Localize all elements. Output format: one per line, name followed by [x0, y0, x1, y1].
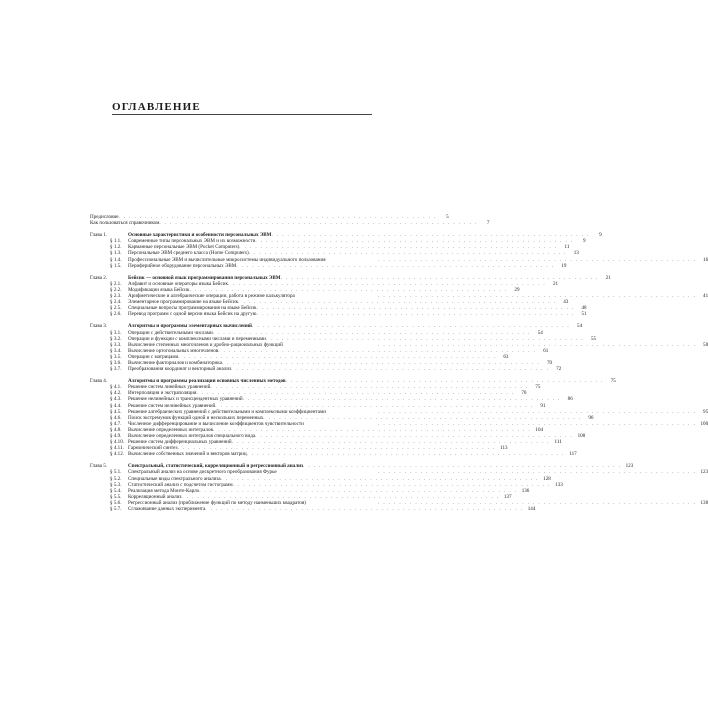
section-page: 75 [535, 384, 541, 391]
leader-dots: . . . . . . . . . . . . . . . . . . . . . . . . . . . . . . . . . . . . . . . . . . . . . . . . . . . . . . . . . . . . [280, 274, 599, 281]
section-number: § 4.2. [110, 390, 122, 397]
toc-section-entry [90, 506, 536, 513]
section-page: 11 [564, 244, 570, 251]
toc-front-entry [90, 220, 490, 227]
section-page: 104 [535, 426, 544, 433]
leader-dots: . . . . . . . . . . . . . . . . . . . . . . . . . . . . . . . . . . . . . . . . . . . . . . . . . . . . . . . . . . . . [221, 359, 541, 366]
section-title: Реализация метода Монте-Карло [128, 487, 200, 494]
section-title: Решение алгебраических уравнений с действительными и комплексными коэффициентами [128, 408, 326, 415]
leader-dots: . . . . . . . . . . . . . . . . . . . . . . . . . . . . . . . . . . . . . . . . . . . . . . . . . . . . . . . . . . . . [231, 439, 550, 446]
section-number: § 1.4. [110, 256, 122, 263]
chapter-page: 54 [577, 323, 583, 330]
leader-dots: . . . . . . . . . . . . . . . . . . . . . . . . . . . . . . . . . . . . . . . . . . . . . . . . . . . . . . . . . . . . [232, 481, 551, 488]
section-number: § 4.4. [110, 402, 122, 409]
chapter-title: Основные характеристики и особенности персональных ЭВМ [128, 232, 272, 239]
entry-title: Предисловие [90, 214, 119, 220]
page-title: ОГЛАВЛЕНИЕ [112, 101, 201, 113]
leader-dots: . . . . . . . . . . . . . . . . . . . . . . . . . . . . . . . . . . . . . . . . . . . . . . . . . . . . . . . . . . . . [378, 256, 697, 263]
section-number: § 2.6. [110, 311, 122, 318]
section-number: § 4.3. [110, 396, 122, 403]
chapter-label: Глава 4. [90, 378, 108, 385]
leader-dots: . . . . . . . . . . . . . . . . . . . . . . . . . . . . . . . . . . . . . . . . . . . . . . . . . . . . . . . . . . . . [256, 311, 575, 318]
leader-dots: . . . . . . . . . . . . . . . . . . . . . . . . . . . . . . . . . . . . . . . . . . . . . . . . . . . . . . . . . . . . [118, 214, 437, 220]
section-page: 117 [569, 451, 577, 458]
section-title: Модификации языка Бейсик [128, 286, 190, 293]
section-number: § 2.2. [110, 286, 122, 293]
leader-dots: . . . . . . . . . . . . . . . . . . . . . . . . . . . . . . . . . . . . . . . . . . . . . . . . . . . . . . . . . . . . [196, 390, 515, 397]
chapter-page: 21 [605, 274, 611, 281]
section-page: 128 [543, 475, 551, 482]
section-title: Современные типы персональных ЭВМ и их возможности [128, 238, 256, 245]
section-number: § 5.2. [110, 475, 122, 482]
leader-dots: . . . . . . . . . . . . . . . . . . . . . . . . . . . . . . . . . . . . . . . . . . . . . . . . . . . . . . . . . . . . [205, 506, 524, 513]
entry-page: 5 [446, 214, 449, 220]
section-page: 55 [590, 335, 597, 342]
section-page: 111 [554, 439, 562, 446]
section-title: Спектральный анализ на основе дискретного преобразования Фурье [128, 469, 277, 476]
chapter-page: 75 [610, 378, 616, 385]
section-number: § 2.5. [110, 305, 122, 312]
section-page: 100 [700, 420, 708, 427]
leader-dots: . . . . . . . . . . . . . . . . . . . . . . . . . . . . . . . . . . . . . . . . . . . . . . . . . . . . . . . . . . . . [236, 262, 555, 269]
section-title: Арифметические и алгебраические операции, работа в режиме калькулятора [128, 293, 295, 300]
section-title: Вычисление определенных интегралов [128, 426, 213, 433]
section-title: Карманные персональные ЭВМ (Pocket Computers) [128, 244, 240, 251]
leader-dots: . . . . . . . . . . . . . . . . . . . . . . . . . . . . . . . . . . . . . . . . . . . . . . . . . . . . . . . . . . . . [239, 244, 558, 251]
section-page: 9 [582, 238, 586, 245]
chapter-label: Глава 2. [90, 274, 108, 281]
section-number: § 4.9. [110, 433, 122, 439]
section-number: § 2.4. [110, 299, 122, 306]
section-page: 123 [700, 469, 708, 476]
section-title: Операции с действительными числами [128, 329, 213, 336]
leader-dots: . . . . . . . . . . . . . . . . . . . . . . . . . . . . . . . . . . . . . . . . . . . . . . . . . . . . . . . . . . . . [159, 220, 478, 227]
section-number: § 2.1. [110, 280, 122, 287]
chapter-title: Бейсик — основной язык программирования персональных ЭВМ [128, 274, 281, 281]
section-title: Преобразования координат и векторный анализ [128, 366, 232, 373]
chapter-label: Глава 3. [90, 323, 108, 330]
section-page: 138 [700, 499, 708, 506]
section-title: Корреляционный анализ [128, 493, 182, 500]
section-page: 86 [567, 396, 573, 403]
leader-dots: . . . . . . . . . . . . . . . . . . . . . . . . . . . . . . . . . . . . . . . . . . . . . . . . . . . . . . . . . . . . [285, 378, 604, 385]
section-page: 95 [703, 408, 708, 415]
leader-dots: . . . . . . . . . . . . . . . . . . . . . . . . . . . . . . . . . . . . . . . . . . . . . . . . . . . . . . . . . . . . [238, 299, 557, 306]
heading-rule [112, 114, 372, 115]
section-title: Профессиональные ЭВМ и вычислительные микросистемы индивидуального пользования [128, 256, 326, 263]
section-page: 136 [521, 487, 530, 494]
toc-section-entry [90, 366, 562, 373]
leader-dots: . . . . . . . . . . . . . . . . . . . . . . . . . . . . . . . . . . . . . . . . . . . . . . . . . . . . . . . . . . . . [210, 384, 529, 391]
leader-dots: . . . . . . . . . . . . . . . . . . . . . . . . . . . . . . . . . . . . . . . . . . . . . . . . . . . . . . . . . . . . [199, 487, 518, 494]
leader-dots: . . . . . . . . . . . . . . . . . . . . . . . . . . . . . . . . . . . . . . . . . . . . . . . . . . . . . . . . . . . . [378, 293, 697, 300]
leader-dots: . . . . . . . . . . . . . . . . . . . . . . . . . . . . . . . . . . . . . . . . . . . . . . . . . . . . . . . . . . . . [251, 323, 571, 330]
section-page: 51 [581, 311, 587, 318]
section-number: § 1.3. [110, 250, 122, 257]
section-number: § 3.7. [110, 366, 122, 373]
leader-dots: . . . . . . . . . . . . . . . . . . . . . . . . . . . . . . . . . . . . . . . . . . . . . . . . . . . . . . . . . . . . [271, 232, 590, 239]
section-number: § 3.3. [110, 341, 122, 348]
section-title: Решение систем линейных уравнений [128, 384, 211, 391]
section-page: 96 [588, 414, 594, 421]
leader-dots: . . . . . . . . . . . . . . . . . . . . . . . . . . . . . . . . . . . . . . . . . . . . . . . . . . . . . . . . . . . . [189, 286, 508, 293]
table-of-contents [90, 214, 708, 513]
leader-dots: . . . . . . . . . . . . . . . . . . . . . . . . . . . . . . . . . . . . . . . . . . . . . . . . . . . . . . . . . . . . [255, 433, 574, 439]
section-page: 133 [555, 481, 563, 488]
toc-section-entry [90, 451, 577, 458]
section-title: Операции и функции с комплексными числами и переменными [128, 335, 266, 342]
chapter-page: 9 [599, 232, 602, 239]
section-number: § 5.1. [110, 469, 122, 476]
leader-dots: . . . . . . . . . . . . . . . . . . . . . . . . . . . . . . . . . . . . . . . . . . . . . . . . . . . . . . . . . . . . [378, 469, 697, 476]
chapter-title: Спектральный, статистический, корреляционный и регрессионный анализ [128, 463, 304, 470]
section-page: 76 [521, 390, 527, 397]
leader-dots: . . . . . . . . . . . . . . . . . . . . . . . . . . . . . . . . . . . . . . . . . . . . . . . . . . . . . . . . . . . . [265, 335, 585, 342]
section-title: Поиск экстремумов функций одной и нескольких переменных [128, 414, 264, 421]
section-number: § 3.2. [110, 335, 122, 342]
leader-dots: . . . . . . . . . . . . . . . . . . . . . . . . . . . . . . . . . . . . . . . . . . . . . . . . . . . . . . . . . . . . [256, 305, 575, 312]
section-title: Вычисление факториалов и комбинаторика [128, 359, 222, 366]
chapter-label: Глава 1. [90, 232, 108, 239]
leader-dots: . . . . . . . . . . . . . . . . . . . . . . . . . . . . . . . . . . . . . . . . . . . . . . . . . . . . . . . . . . . . [255, 238, 574, 245]
section-title: Вычисление ортогональных многочленов [128, 347, 219, 354]
section-page: 72 [556, 366, 562, 373]
section-page: 54 [537, 329, 543, 336]
leader-dots: . . . . . . . . . . . . . . . . . . . . . . . . . . . . . . . . . . . . . . . . . . . . . . . . . . . . . . . . . . . . [246, 451, 565, 458]
section-title: Вычисление собственных значений и векторов матриц [128, 451, 247, 458]
leader-dots: . . . . . . . . . . . . . . . . . . . . . . . . . . . . . . . . . . . . . . . . . . . . . . . . . . . . . . . . . . . . [215, 402, 534, 409]
section-number: § 5.7. [110, 506, 122, 513]
section-number: § 4.5. [110, 408, 122, 415]
section-page: 13 [573, 250, 579, 257]
leader-dots: . . . . . . . . . . . . . . . . . . . . . . . . . . . . . . . . . . . . . . . . . . . . . . . . . . . . . . . . . . . . [212, 329, 531, 336]
section-number: § 4.10. [110, 439, 125, 446]
section-title: Численное дифференцирование и вычисление коэффициентов чувствительности [128, 420, 304, 427]
leader-dots: . . . . . . . . . . . . . . . . . . . . . . . . . . . . . . . . . . . . . . . . . . . . . . . . . . . . . . . . . . . . [378, 420, 697, 427]
leader-dots: . . . . . . . . . . . . . . . . . . . . . . . . . . . . . . . . . . . . . . . . . . . . . . . . . . . . . . . . . . . . [378, 499, 697, 506]
section-page: 144 [527, 506, 536, 513]
section-page: 70 [546, 359, 553, 366]
leader-dots: . . . . . . . . . . . . . . . . . . . . . . . . . . . . . . . . . . . . . . . . . . . . . . . . . . . . . . . . . . . . [378, 341, 697, 348]
section-page: 58 [703, 341, 708, 348]
section-title: Вычисление степенных многочленов и дробно-рациональных функций [128, 341, 283, 348]
section-title: Статистический анализ с подсчетом гистограмм [128, 481, 233, 488]
section-number: § 2.3. [110, 293, 122, 300]
section-title: Алфавит и основные операторы языка Бейсик [128, 280, 228, 287]
leader-dots: . . . . . . . . . . . . . . . . . . . . . . . . . . . . . . . . . . . . . . . . . . . . . . . . . . . . . . . . . . . . [220, 475, 539, 482]
section-page: 16 [703, 256, 708, 263]
leader-dots: . . . . . . . . . . . . . . . . . . . . . . . . . . . . . . . . . . . . . . . . . . . . . . . . . . . . . . . . . . . . [231, 366, 550, 373]
leader-dots: . . . . . . . . . . . . . . . . . . . . . . . . . . . . . . . . . . . . . . . . . . . . . . . . . . . . . . . . . . . . [303, 463, 622, 470]
section-number: § 4.11. [110, 445, 124, 452]
leader-dots: . . . . . . . . . . . . . . . . . . . . . . . . . . . . . . . . . . . . . . . . . . . . . . . . . . . . . . . . . . . . [178, 353, 497, 360]
leader-dots: . . . . . . . . . . . . . . . . . . . . . . . . . . . . . . . . . . . . . . . . . . . . . . . . . . . . . . . . . . . . [378, 408, 697, 415]
section-title: Гармонический синтез [128, 445, 178, 452]
entry-page: 7 [486, 220, 490, 227]
section-number: § 4.7. [110, 420, 122, 427]
leader-dots: . . . . . . . . . . . . . . . . . . . . . . . . . . . . . . . . . . . . . . . . . . . . . . . . . . . . . . . . . . . . [218, 347, 537, 354]
leader-dots: . . . . . . . . . . . . . . . . . . . . . . . . . . . . . . . . . . . . . . . . . . . . . . . . . . . . . . . . . . . . [263, 414, 582, 421]
section-title: Решение систем нелинейных уравнений [128, 402, 216, 409]
section-number: § 5.3. [110, 481, 122, 488]
section-title: Решение систем дифференциальных уравнений [128, 439, 232, 446]
section-page: 108 [577, 433, 586, 439]
section-page: 19 [561, 262, 567, 269]
leader-dots: . . . . . . . . . . . . . . . . . . . . . . . . . . . . . . . . . . . . . . . . . . . . . . . . . . . . . . . . . . . . [177, 445, 496, 452]
chapter-title: Алгоритмы и программы элементарных вычислений [128, 323, 252, 330]
section-title: Периферийное оборудование персональных ЭВМ [128, 262, 237, 269]
leader-dots: . . . . . . . . . . . . . . . . . . . . . . . . . . . . . . . . . . . . . . . . . . . . . . . . . . . . . . . . . . . . [181, 493, 500, 500]
section-title: Операции с матрицами [128, 353, 179, 360]
toc-section-entry [90, 311, 587, 318]
section-number: § 3.6. [110, 359, 122, 366]
section-page: 137 [503, 493, 512, 500]
section-number: § 3.4. [110, 347, 122, 354]
section-title: Решение нелинейных и трансцендентных уравнений [128, 396, 243, 403]
section-page: 43 [563, 299, 569, 306]
section-page: 61 [543, 347, 549, 354]
section-page: 91 [540, 402, 546, 409]
section-title: Специальные виды спектрального анализа [128, 475, 221, 482]
chapter-label: Глава 5. [90, 463, 108, 470]
section-number: § 3.5. [110, 353, 122, 360]
section-page: 48 [581, 305, 587, 312]
section-page: 63 [503, 353, 509, 360]
section-page: 41 [703, 293, 708, 300]
section-number: § 4.6. [110, 414, 122, 421]
section-title: Специальные вопросы программирования на языке Бейсик [128, 305, 257, 312]
leader-dots: . . . . . . . . . . . . . . . . . . . . . . . . . . . . . . . . . . . . . . . . . . . . . . . . . . . . . . . . . . . . [242, 396, 561, 403]
section-title: Сглаживание данных эксперимента [128, 506, 206, 513]
section-title: Вычисление определенных интегралов специального вида [128, 433, 256, 439]
section-number: § 4.8. [110, 426, 122, 433]
section-number: § 3.1. [110, 329, 122, 336]
chapter-page: 123 [625, 463, 634, 470]
section-title: Регрессионный анализ (приближение функций по методу наименьших квадратов) [128, 499, 306, 506]
section-number: § 1.1. [110, 238, 122, 245]
section-page: 21 [553, 280, 559, 287]
section-number: § 1.2. [110, 244, 122, 251]
leader-dots: . . . . . . . . . . . . . . . . . . . . . . . . . . . . . . . . . . . . . . . . . . . . . . . . . . . . . . . . . . . . [227, 280, 547, 287]
section-page: 29 [514, 286, 520, 293]
entry-title: Как пользоваться справочником [90, 220, 160, 227]
section-title: Перевод программ с одной версии языка Бейсик на другую [128, 311, 257, 318]
chapter-title: Алгоритмы и программы реализации основных численных методов [128, 378, 286, 385]
section-title: Персональные ЭВМ среднего класса (Home Computers) [128, 250, 249, 257]
section-number: § 4.12. [110, 451, 125, 458]
section-title: Элементарное программирование на языке Бейсик [128, 299, 239, 306]
leader-dots: . . . . . . . . . . . . . . . . . . . . . . . . . . . . . . . . . . . . . . . . . . . . . . . . . . . . . . . . . . . . [212, 426, 532, 433]
section-title: Интерполяция и экстраполяция [128, 390, 197, 397]
section-page: 113 [500, 445, 508, 452]
leader-dots: . . . . . . . . . . . . . . . . . . . . . . . . . . . . . . . . . . . . . . . . . . . . . . . . . . . . . . . . . . . . [248, 250, 567, 257]
toc-section-entry [90, 262, 567, 269]
section-number: § 5.4. [110, 487, 122, 494]
section-number: § 5.6. [110, 499, 122, 506]
section-number: § 5.5. [110, 493, 122, 500]
section-number: § 1.5. [110, 262, 122, 269]
section-number: § 4.1. [110, 384, 122, 391]
